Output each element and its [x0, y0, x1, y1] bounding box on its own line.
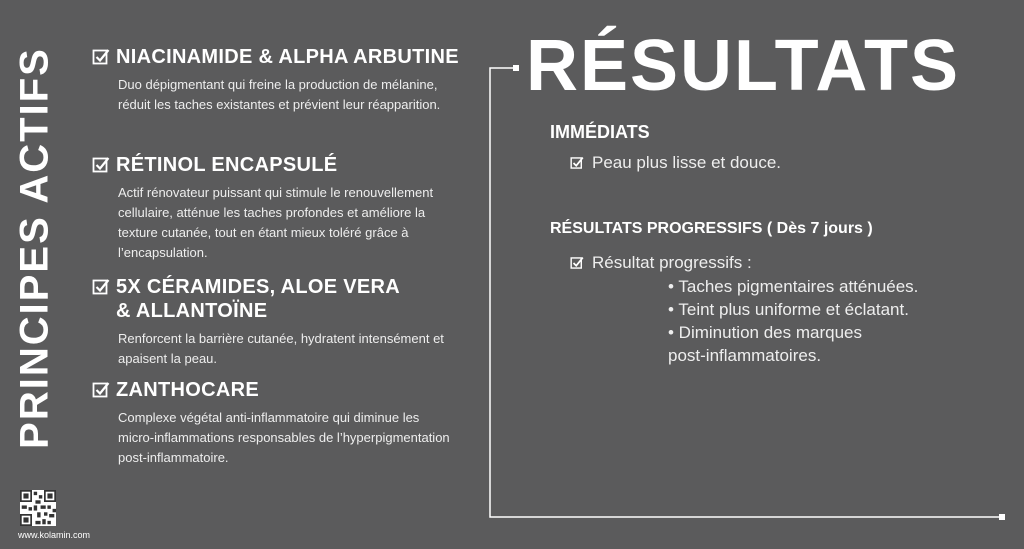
checkbox-icon	[92, 156, 110, 174]
bullet-item: • Diminution des marques	[668, 323, 862, 342]
checkbox-icon	[570, 256, 584, 270]
checkbox-icon	[92, 48, 110, 66]
active-description: Renforcent la barrière cutanée, hydratent intensément et apaisent la peau.	[118, 331, 444, 366]
active-title-text: RÉTINOL ENCAPSULÉ	[116, 154, 338, 176]
results-title: RÉSULTATS	[526, 26, 960, 106]
active-description: Duo dépigmentant qui freine la production de mélanine, réduit les taches existantes et prévient leur réapparition.	[118, 77, 441, 112]
active-title	[92, 153, 458, 177]
active-title	[92, 275, 458, 323]
progressive-item-text: Résultat progressifs :	[592, 253, 752, 272]
active-title-line: 5X CÉRAMIDES, ALOE VERA	[116, 276, 400, 298]
qr-code-icon	[20, 490, 56, 526]
immediate-item	[570, 153, 781, 173]
bullet-item: post-inflammatoires.	[668, 346, 822, 365]
active-title-text	[116, 275, 400, 323]
active-title-text: ZANTHOCARE	[116, 379, 259, 401]
progressive-item	[570, 253, 752, 273]
active-description: Complexe végétal anti-inflammatoire qui diminue les micro-inflammations responsables de l’hyperpigmentation post-inflammatoire.	[118, 410, 450, 465]
checkbox-icon	[570, 156, 584, 170]
progressive-bullets	[668, 275, 998, 367]
active-title	[92, 45, 459, 69]
active-item	[92, 275, 458, 369]
active-title	[92, 378, 458, 402]
active-item	[92, 153, 458, 263]
active-item	[92, 378, 458, 468]
checkbox-icon	[92, 381, 110, 399]
immediate-heading: IMMÉDIATS	[550, 122, 650, 142]
vertical-title: PRINCIPES ACTIFS	[12, 47, 57, 449]
bullet-item: • Teint plus uniforme et éclatant.	[668, 300, 909, 319]
progressive-heading: RÉSULTATS PROGRESSIFS ( Dès 7 jours )	[550, 220, 873, 237]
active-description: Actif rénovateur puissant qui stimule le renouvellement cellulaire, atténue les taches profondes et améliore la texture cutanée, tout en étant mieux toléré grâce à l’encapsulation.	[118, 185, 434, 260]
website-url: www.kolamin.com	[18, 530, 91, 540]
active-item	[92, 45, 459, 115]
bullet-item: • Taches pigmentaires atténuées.	[668, 277, 919, 296]
checkbox-icon	[92, 278, 110, 296]
immediate-item-text: Peau plus lisse et douce.	[592, 153, 782, 172]
active-title-text: NIACINAMIDE & ALPHA ARBUTINE	[116, 46, 459, 68]
active-title-line: & ALLANTOÏNE	[116, 300, 268, 322]
